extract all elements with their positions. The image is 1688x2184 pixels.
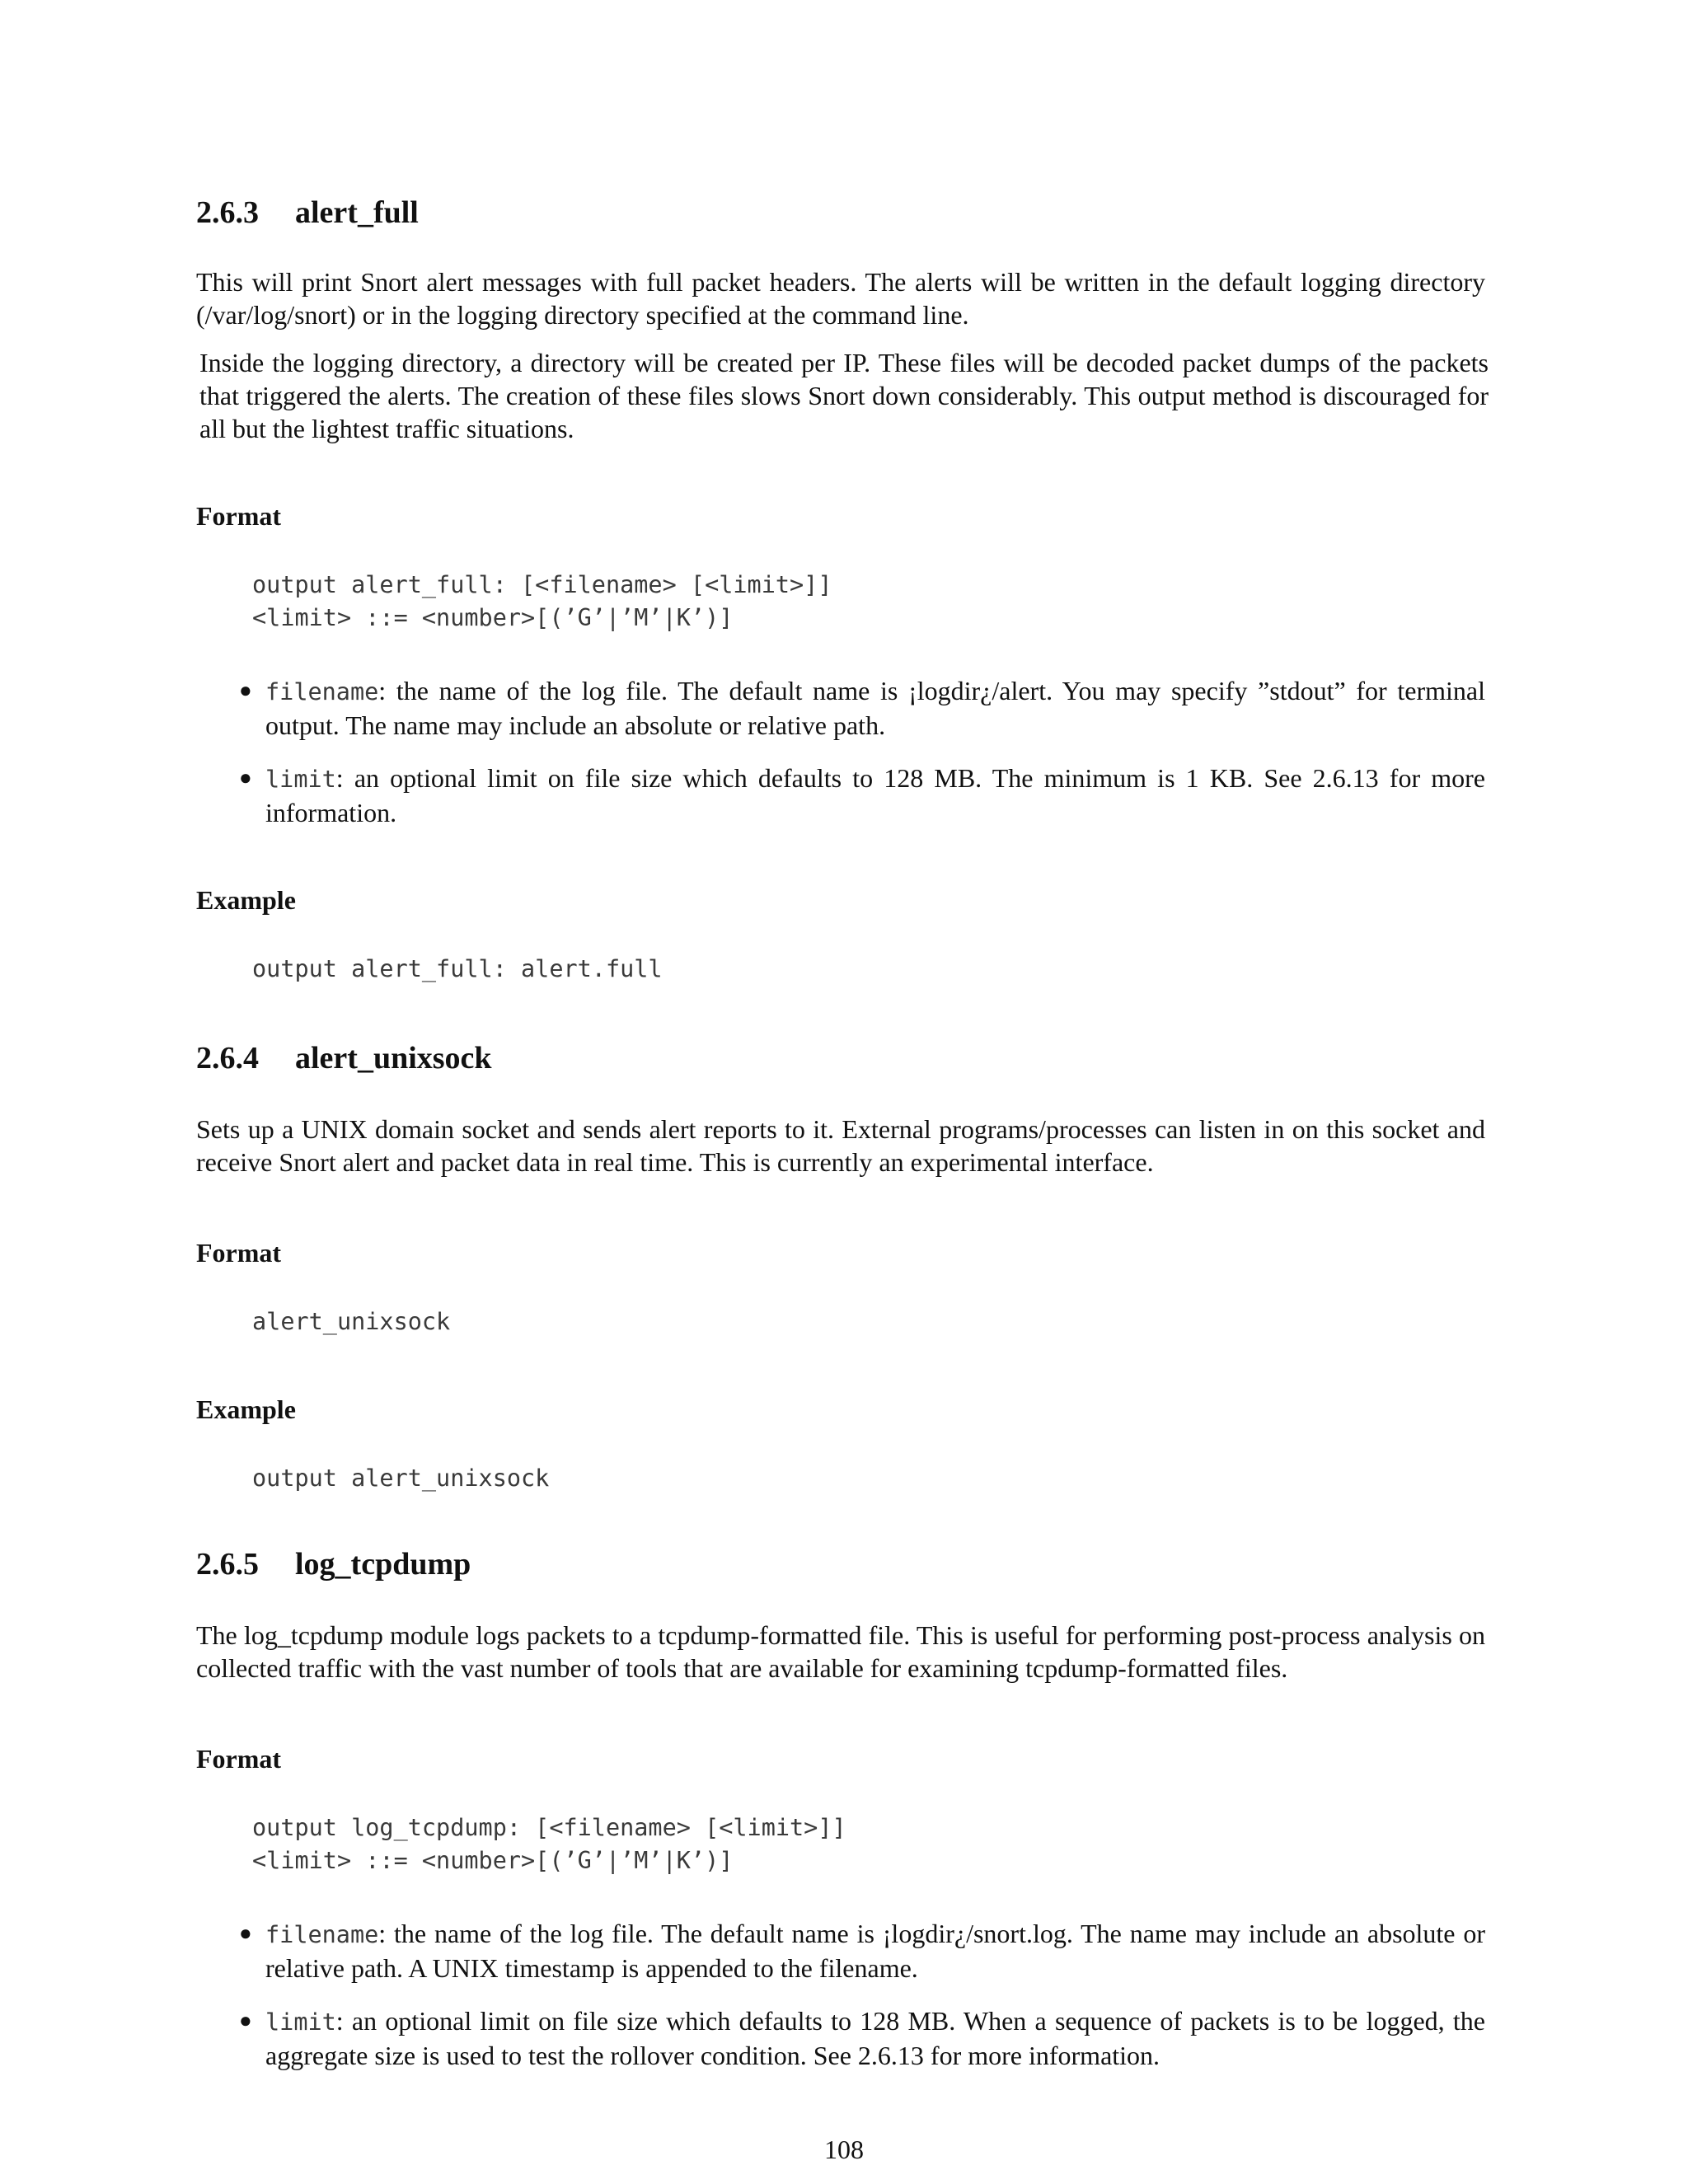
- section-title: log_tcpdump: [295, 1547, 471, 1582]
- option-description: : the name of the log file. The default name is ¡logdir¿/alert. You may specify ”stdout” for terminal output. The name may include an absolute or relative path.: [265, 676, 1485, 740]
- option-description: : an optional limit on file size which defaults to 128 MB. When a sequence of packets is to be logged, the aggregate size is used to test the rollover condition. See 2.6.13 for more information.: [265, 2006, 1485, 2070]
- section-heading-alert-unixsock: [196, 1038, 492, 1078]
- page-number: 108: [824, 2135, 864, 2164]
- section-title: alert_unixsock: [295, 1041, 492, 1076]
- bullet-icon: ●: [239, 2008, 252, 2032]
- section-number: 2.6.3: [196, 195, 259, 230]
- bullet-icon: ●: [239, 1921, 252, 1945]
- option-keyword: limit: [265, 2008, 336, 2036]
- code-block: [252, 569, 832, 635]
- option-keyword: limit: [265, 766, 336, 793]
- paragraph: The log_tcpdump module logs packets to a tcpdump-formatted file. This is useful for performing post-process analysis on collected traffic with the vast number of tools that are available for examining tcpdump-formatted files.: [196, 1620, 1485, 1683]
- section-number: 2.6.4: [196, 1041, 259, 1076]
- subheading-example: Example: [196, 1394, 296, 1424]
- subheading-format: Format: [196, 1238, 282, 1268]
- code-line: output log_tcpdump: [<filename> [<limit>]]: [252, 1814, 846, 1841]
- subheading-example: Example: [196, 885, 296, 915]
- bullet-icon: ●: [239, 678, 252, 702]
- option-keyword: filename: [265, 678, 379, 705]
- code-block: [252, 1811, 846, 1877]
- paragraph: This will print Snort alert messages with full packet headers. The alerts will be written in the default logging directory (/var/log/snort) or in the logging directory specified at the command line.: [196, 267, 1485, 330]
- paragraph: Inside the logging directory, a directory will be created per IP. These files will be decoded packet dumps of the packets that triggered the alerts. The creation of these files slows Snort down considerably. This output method is discouraged for all but the lightest traffic situations.: [199, 348, 1489, 443]
- option-description: : the name of the log file. The default name is ¡logdir¿/snort.log. The name may include an absolute or relative path. A UNIX timestamp is appended to the filename.: [265, 1919, 1485, 1983]
- code-line: <limit> ::= <number>[(’G’|’M’|K’)]: [252, 604, 734, 631]
- paragraph: Sets up a UNIX domain socket and sends alert reports to it. External programs/processes can listen in on this socket and receive Snort alert and packet data in real time. This is currently an experimental interface.: [196, 1114, 1485, 1177]
- code-block: output alert_unixsock: [252, 1465, 550, 1492]
- section-heading-log-tcpdump: [196, 1544, 471, 1584]
- code-block: alert_unixsock: [252, 1308, 451, 1335]
- section-number: 2.6.5: [196, 1547, 259, 1582]
- section-title: alert_full: [295, 195, 419, 230]
- bullet-icon: ●: [239, 766, 252, 790]
- code-block: output alert_full: alert.full: [252, 955, 663, 982]
- option-keyword: filename: [265, 1921, 379, 1948]
- subheading-format: Format: [196, 501, 282, 531]
- code-line: output alert_full: [<filename> [<limit>]]: [252, 571, 832, 598]
- subheading-format: Format: [196, 1744, 282, 1774]
- code-line: <limit> ::= <number>[(’G’|’M’|K’)]: [252, 1847, 734, 1874]
- section-heading-alert-full: [196, 193, 419, 232]
- option-description: : an optional limit on file size which defaults to 128 MB. The minimum is 1 KB. See 2.6.13 for more information.: [265, 763, 1485, 827]
